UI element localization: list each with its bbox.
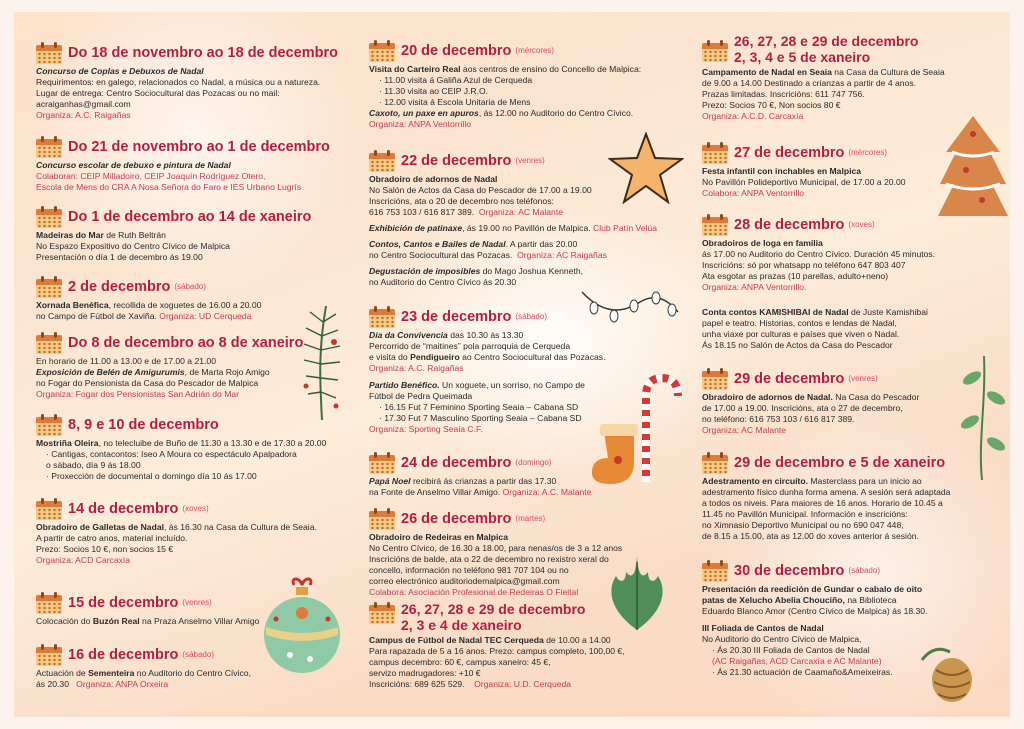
event-line: campus decembro: 60 €, campus xaneiro: 45 €,: [369, 657, 551, 668]
event-title: Mostriña Oleira: [36, 438, 99, 448]
calendar-icon: [36, 644, 62, 666]
event-organizer: (AC Raigañas, ACD Carcaxía e AC Malante): [712, 656, 882, 666]
event-organizer: Colabora: ANPA Ventorrillo: [702, 188, 805, 198]
event-title: Obradoiro de Redeiras en Malpica: [369, 532, 508, 542]
event-1: [36, 42, 346, 121]
event-line: no Fogar do Pensionista da Casa do Pescador de Malpica: [36, 378, 259, 388]
event-line: papel e teatro. Historias, contos e lendas de Nadal,: [702, 318, 897, 328]
event-date: 23 de decembro: [401, 308, 512, 325]
event-title-rest: , ás 12.00 no Auditorio do Centro Cívico.: [478, 108, 634, 118]
event-title-rest: , ás 16.30 na Casa da Cultura de Seaia.: [164, 522, 317, 532]
event-title-rest: das 10.30 ás 13.30: [447, 330, 524, 340]
event-title-rest: de Ruth Beltrán: [103, 230, 166, 240]
event-line: 11.45 no Pavillón Municipal. Información e inscricións:: [702, 509, 908, 519]
event-line: Para rapazada de 5 a 16 anos. Prezo: campus completo, 100,00 €,: [369, 646, 625, 657]
event-15: [369, 602, 669, 690]
event-title: Papá Noel: [369, 476, 411, 486]
event-organizer: Organiza: ANPA Ventorrillo.: [702, 282, 807, 292]
event-title-rest: , ás 19.00 no Pavillón de Malpica.: [462, 223, 591, 233]
event-title: Presentación da reedición de Gundar o cabalo de oito: [702, 584, 923, 594]
event-line: ao Centro Sociocultural das Pozacas.: [459, 352, 606, 362]
event-weekday: (sábado): [174, 281, 206, 291]
event-date: 28 de decembro: [734, 216, 845, 233]
event-2: [36, 136, 346, 193]
event-line: No Espazo Expositivo do Centro Cívico de Malpica: [36, 241, 230, 251]
event-line: correo electrónico auditoriodemalpica@gmail.com: [369, 576, 560, 586]
event-title-rest: recibirá ás crianzas a partir das 17.30: [410, 476, 557, 486]
event-8: [36, 592, 346, 627]
event-line: no Campo de Fútbol de Xaviña.: [36, 311, 157, 321]
event-17: [702, 142, 1002, 199]
event-line: Requirimentos: en galego, relacionados co Nadal, a música ou a natureza.: [36, 77, 321, 87]
event-title: Obradoiro de Galletas de Nadal: [36, 522, 164, 532]
event-bullet: o sábado, día 9 ás 18.00: [46, 460, 141, 470]
calendar-icon: [36, 414, 62, 436]
event-line: No Centro Cívico, de 16.30 a 18.00, para nenas/os de 3 a 12 anos: [369, 543, 623, 553]
event-organizer: Organiza: AC Malante: [478, 207, 563, 217]
event-9: [36, 644, 346, 690]
event-line: adestramento físico dunha forma amena. A sesión será adaptada: [702, 487, 951, 497]
calendar-icon: [702, 560, 728, 582]
event-date: 16 de decembro: [68, 646, 179, 663]
event-bullet: · Cantigas, contacontos: Iseo A Moura co espectáculo Apalpadora: [46, 449, 297, 459]
event-line: Inscricións de balde, ata o 22 de decembro no rexistro xeral do: [369, 554, 609, 564]
event-12: [369, 306, 669, 435]
event-title: III Foliada de Cantos de Nadal: [702, 623, 824, 633]
calendar-icon: [36, 42, 62, 64]
event-line: unha viaxe por culturas e países que viven o Nadal.: [702, 329, 900, 339]
event-organizer: Organiza: A.C. Malante: [502, 487, 592, 497]
event-title-rest: Masterclass para un inicio ao: [808, 476, 922, 486]
event-line: Percorrido de “maitines” pola parroquia de Cerqueda: [369, 341, 571, 351]
event-weekday: (sábado): [515, 311, 547, 321]
event-line: Inscricións: só por whatsapp no teléfono 647 803 407: [702, 260, 906, 270]
event-bullet: · 16.15 Fut 7 Feminino Sporting Seaia – Cabana SD: [379, 402, 579, 412]
event-5: [36, 332, 346, 400]
event-weekday: (mércores): [515, 45, 555, 55]
event-bullet: · 11.30 visita ao CEIP J.R.O.: [379, 86, 489, 96]
event-organizer: Club Patín Velúa: [593, 223, 658, 233]
event-line: Prazas limitadas. Inscricións: 611 747 756.: [702, 89, 865, 100]
calendar-icon: [369, 508, 395, 530]
event-weekday: (mércores): [848, 147, 888, 157]
event-date: 29 de decembro: [734, 370, 845, 387]
event-organizer: Organiza: ACD Carcaxía: [36, 555, 131, 565]
event-title: Concurso escolar de debuxo e pintura de Nadal: [36, 160, 231, 170]
event-organizer: Organiza: A.C.D. Carcaxía: [702, 111, 804, 122]
event-date-2: 2, 3 e 4 de xaneiro: [401, 616, 522, 633]
event-title: Contos, Cantos e Bailes de Nadal: [369, 239, 506, 249]
event-13: [369, 452, 669, 498]
event-weekday: (venres): [515, 155, 545, 165]
event-title: Caxoto, un paxe en apuros: [369, 108, 479, 118]
event-line: no Ximnasio Deportivo Municipal ou no 690 047 448,: [702, 520, 904, 530]
event-title-rest: na Praza Anselmo Villar Amigo: [139, 616, 260, 626]
event-bullet: · Ás 21.30 actuación de Caamaño&Ameixeiras.: [712, 667, 893, 677]
event-organizer: Organiza: Fogar dos Pensionistas San Adrián do Mar: [36, 389, 240, 399]
event-date: 26, 27, 28 e 29 de decembro: [734, 33, 919, 49]
event-date: 29 de decembro e 5 de xaneiro: [734, 454, 946, 471]
event-date: 26, 27, 28 e 29 de decembro: [401, 601, 586, 617]
event-line: no Auditorio do Centro Cívico ás 20.30: [369, 277, 517, 287]
event-line: Eduardo Blanco Amor (Centro Cívico de Malpica) ás 18.30.: [702, 606, 928, 616]
event-title: Campamento de Nadal en Seaia: [702, 67, 832, 78]
event-title: Obradoiro de adornos de Nadal.: [702, 392, 833, 402]
event-weekday: (xoves): [848, 219, 875, 229]
event-date: 27 de decembro: [734, 144, 845, 161]
event-organizer: Organiza: UD Cerqueda: [159, 311, 252, 321]
event-weekday: (venres): [848, 373, 878, 383]
event-title-rest: na Casa da Cultura de Seaia: [831, 67, 945, 78]
event-title: Buzón Real: [92, 616, 140, 626]
calendar-icon: [36, 332, 62, 354]
event-line: de 9.00 a 14.00 Destinado a crianzas a partir de 4 anos.: [702, 78, 917, 89]
event-line: Prezo: Socios 70 €, Non socios 80 €: [702, 100, 841, 111]
event-title-rest: do Mago Joshua Kenneth,: [480, 266, 583, 276]
event-title: Sementeira: [88, 668, 135, 678]
event-weekday: (sábado): [848, 565, 880, 575]
event-date: 22 de decembro: [401, 152, 512, 169]
event-date: Do 8 de decembro ao 8 de xaneiro: [68, 334, 304, 351]
event-weekday: (domingo): [515, 457, 552, 467]
event-14: [369, 508, 669, 598]
event-21: [702, 560, 1002, 678]
event-line: a todos os niveis. Para maiores de 16 anos. Horario de 10.45 a: [702, 498, 943, 508]
calendar-icon: [369, 306, 395, 328]
event-line: e visita do: [369, 352, 411, 362]
event-title: Exhibición de patinaxe: [369, 223, 463, 233]
calendar-icon: [702, 452, 728, 474]
event-line: A partir de catro anos, material incluído.: [36, 533, 188, 543]
event-line: Inscricións: 689 625 529.: [369, 679, 465, 690]
event-title: Madeiras do Mar: [36, 230, 104, 240]
calendar-icon: [702, 40, 728, 62]
event-line: No Auditorio do Centro Cívico de Malpica,: [702, 634, 862, 644]
calendar-icon: [369, 150, 395, 172]
event-10: [369, 40, 669, 130]
event-date: 8, 9 e 10 de decembro: [68, 416, 219, 433]
event-date: 20 de decembro: [401, 42, 512, 59]
event-line: No Salón de Actos da Casa do Pescador de 17.00 a 19.00: [369, 185, 592, 195]
event-date: 2 de decembro: [68, 278, 171, 295]
event-organizer: Organiza: A.C. Raigañas: [36, 110, 131, 120]
event-line: Ás 18.15 no Salón de Actos da Casa do Pescador: [702, 340, 893, 350]
calendar-icon: [702, 142, 728, 164]
calendar-icon: [36, 206, 62, 228]
event-title: Concurso de Coplas e Debuxos de Nadal: [36, 66, 204, 76]
event-line: Fútbol de Pedra Queimada: [369, 391, 473, 401]
event-16: [702, 34, 1002, 122]
event-line: concello, información no teléfono 981 707 104 ou no: [369, 565, 569, 575]
event-title-rest: Un xoguete, un sorriso, no Campo de: [439, 380, 585, 390]
event-date: 14 de decembro: [68, 500, 179, 517]
event-organizer: Organiza: AC Malante: [702, 425, 787, 435]
calendar-icon: [369, 452, 395, 474]
event-line: Inscricións, ata o 20 de decembro nos teléfonos:: [369, 196, 554, 206]
event-title: Campus de Fútbol de Nadal TEC Cerqueda: [369, 635, 544, 646]
calendar-icon: [36, 276, 62, 298]
event-title-rest: na Biblioteca: [844, 595, 897, 605]
event-date: Do 21 de novembro ao 1 de decembro: [68, 138, 330, 155]
calendar-icon: [36, 592, 62, 614]
event-line: Actuación de: [36, 668, 89, 678]
event-20: [702, 452, 1002, 542]
calendar-icon: [369, 602, 395, 624]
event-title: Obradoiros de Ioga en familia: [702, 238, 823, 248]
event-date-2: 2, 3, 4 e 5 de xaneiro: [734, 48, 871, 65]
calendar-icon: [36, 136, 62, 158]
event-line: Ata esgotar as prazas (10 parellas, adulto+neno): [702, 271, 889, 281]
column-3: [702, 12, 1002, 717]
event-title-rest: de Juste Kamishibai: [848, 307, 928, 317]
event-title-rest: , no telecluibe de Buño de 11.30 a 13.30 e de 17.30 a 20.00: [98, 438, 327, 448]
event-title: Obradoiro de adornos de Nadal: [369, 174, 498, 184]
event-highlight: Pendigueiro: [410, 352, 460, 362]
event-organizer: Organiza: Sporting Seaia C.F.: [369, 424, 483, 434]
column-2: [369, 12, 669, 717]
event-bullet: · 11.00 visita á Galiña Azul de Cerqueda: [379, 75, 533, 85]
event-collaborators: Colaboran: CEIP Milladoiro, CEIP Joaquín Rodríguez Otero,: [36, 171, 266, 181]
event-title-rest: , de Marta Rojo Amigo: [184, 367, 270, 377]
calendar-icon: [702, 214, 728, 236]
event-3: [36, 206, 346, 263]
event-title-rest: . A partir das 20.00: [505, 239, 578, 249]
event-date: 15 de decembro: [68, 594, 179, 611]
event-weekday: (martes): [515, 513, 546, 523]
event-line: No Pavillón Polideportivo Municipal, de 17.00 a 20.00: [702, 177, 906, 187]
event-organizer: Organiza: AC Raigañas: [517, 250, 607, 260]
event-title: Visita do Carteiro Real: [369, 64, 461, 74]
event-line: Presentación o día 1 de decembro ás 19.00: [36, 252, 203, 262]
event-date: Do 1 de decembro ao 14 de xaneiro: [68, 208, 312, 225]
event-line: servizo madrugadores: +10 €: [369, 668, 481, 679]
event-date: 24 de decembro: [401, 454, 512, 471]
christmas-program-page: [14, 12, 1010, 717]
event-line: Prezo: Socios 10 €, non socios 15 €: [36, 544, 174, 554]
event-weekday: (xoves): [182, 503, 209, 513]
event-date: 26 de decembro: [401, 510, 512, 527]
event-line: no teléfono: 616 753 103 / 616 817 389.: [702, 414, 855, 424]
event-collaborators: Escola de Mens do CRA A Nosa Señora do Faro e IES Urbano Lugrís: [36, 182, 302, 192]
event-title: Día da Convivencia: [369, 330, 448, 340]
calendar-icon: [369, 40, 395, 62]
event-bullet: · 17.30 Fut 7 Masculino Sporting Seaia – Cabana SD: [379, 413, 582, 423]
event-19: [702, 368, 1002, 436]
event-6: [36, 414, 346, 482]
event-line: ás 17.00 no Auditorio do Centro Cívico. Duración 45 minutos.: [702, 249, 936, 259]
event-title: patas de Xelucho Abelia Chouciño,: [702, 595, 845, 605]
event-bullet: · Proxección de documental o domingo día 10 ás 17.00: [46, 471, 257, 481]
event-4: [36, 276, 346, 322]
event-line: de 17.00 a 19.00. Inscricións, ata o 27 de decembro,: [702, 403, 903, 413]
event-title: Adestramento en circuíto.: [702, 476, 809, 486]
event-title: Xornada Benéfica: [36, 300, 109, 310]
event-title-rest: Na Casa do Pescador: [832, 392, 920, 402]
event-organizer: Colabora: Asociación Profesional de Redeiras O Fieital: [369, 587, 579, 597]
event-bullet: · 12.00 visita á Escola Unitaria de Mens: [379, 97, 531, 107]
event-title-rest: aos centros de ensino do Concello de Malpica:: [460, 64, 642, 74]
calendar-icon: [702, 368, 728, 390]
event-line: acraiganhas@gmail.com: [36, 99, 131, 109]
event-date: 30 de decembro: [734, 562, 845, 579]
event-organizer: Organiza: U.D. Cerqueda: [474, 679, 572, 690]
event-weekday: (sábado): [182, 649, 214, 659]
event-title: Festa infantil con inchables en Malpica: [702, 166, 862, 176]
event-11: [369, 150, 669, 288]
event-line: Lugar de entrega: Centro Sociocultural das Pozacas ou no mail:: [36, 88, 280, 98]
event-7: [36, 498, 346, 566]
event-organizer: Organiza: ANPA Orxeira: [76, 679, 169, 689]
event-line: ás 20.30: [36, 679, 69, 689]
column-1: [36, 12, 346, 717]
event-line: 616 753 103 / 616 817 389.: [369, 207, 475, 217]
event-weekday: (venres): [182, 597, 212, 607]
event-title-rest: de 10.00 a 14.00: [543, 635, 611, 646]
event-title: Exposición de Belén de Amigurumis: [36, 367, 185, 377]
event-organizer: Organiza: ANPA Ventorrillo: [369, 119, 472, 129]
event-line: de 8.15 a 15.00, ata as 12.00 do xoves anterior á sesión.: [702, 531, 919, 541]
event-title-rest: , recollida de xoguetes de 16.00 a 20.00: [108, 300, 262, 310]
event-title: Degustación de imposibles: [369, 266, 481, 276]
event-line: no Centro Sociocultural das Pozacas.: [369, 250, 513, 260]
event-title: Conta contos KAMISHIBAI de Nadal: [702, 307, 849, 317]
calendar-icon: [36, 498, 62, 520]
event-line: Colocación do: [36, 616, 93, 626]
event-bullet: · Ás 20.30 III Foliada de Cantos de Nadal: [712, 645, 870, 655]
event-18: [702, 214, 1002, 351]
event-title: Partido Benéfico.: [369, 380, 440, 390]
event-title-rest: no Auditorio do Centro Cívico,: [134, 668, 251, 678]
event-date: Do 18 de novembro ao 18 de decembro: [68, 44, 338, 61]
event-line: na Fonte de Anselmo Villar Amigo.: [369, 487, 501, 497]
event-line: En horario de 11.00 a 13.00 e de 17.00 a 21.00: [36, 356, 216, 366]
event-organizer: Organiza: A.C. Raigañas: [369, 363, 464, 373]
